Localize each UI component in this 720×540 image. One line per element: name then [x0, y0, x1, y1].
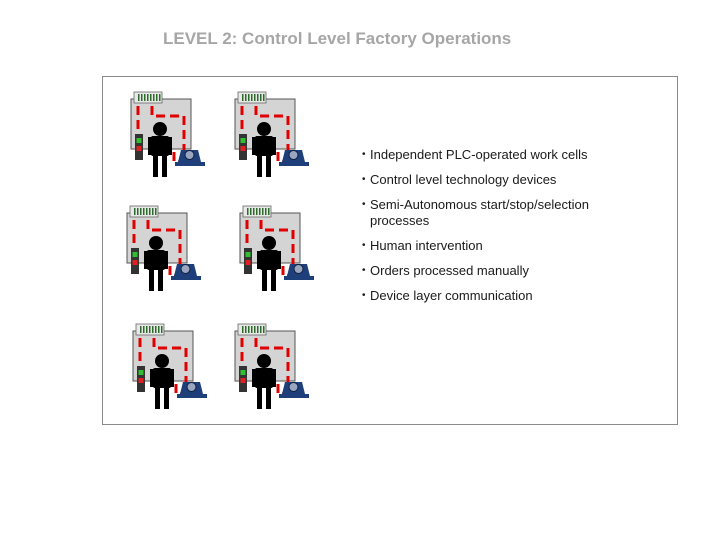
plc-icon: [130, 206, 158, 217]
bullet-item: • Independent PLC-operated work cells: [362, 147, 630, 163]
work-cell-icon: [128, 90, 208, 185]
machine-icon: [171, 264, 201, 280]
plc-icon: [243, 206, 271, 217]
machine-icon: [279, 150, 309, 166]
plc-icon: [134, 92, 162, 103]
bullet-item: • Control level technology devices: [362, 172, 630, 188]
page-title: LEVEL 2: Control Level Factory Operations: [163, 29, 512, 48]
bullet-item: • Orders processed manually: [362, 263, 630, 279]
work-cell-icon: [124, 204, 204, 299]
control-station-icon: [135, 134, 143, 160]
work-cell-icon: [237, 204, 317, 299]
bullet-item: • Human intervention: [362, 238, 630, 254]
plc-icon: [238, 324, 266, 335]
plc-icon: [238, 92, 266, 103]
machine-icon: [284, 264, 314, 280]
machine-icon: [175, 150, 205, 166]
control-station-icon: [244, 248, 252, 274]
bullet-item: • Device layer communication: [362, 288, 630, 304]
work-cell-icon: [232, 90, 312, 185]
control-station-icon: [239, 134, 247, 160]
control-station-icon: [131, 248, 139, 274]
bullet-item: • Semi-Autonomous start/stop/selection processes: [362, 197, 630, 229]
control-station-icon: [239, 366, 247, 392]
control-station-icon: [137, 366, 145, 392]
bullet-list: [362, 147, 630, 313]
machine-icon: [177, 382, 207, 398]
work-cell-icon: [130, 322, 210, 417]
work-cell-icon: [232, 322, 312, 417]
plc-icon: [136, 324, 164, 335]
machine-icon: [279, 382, 309, 398]
